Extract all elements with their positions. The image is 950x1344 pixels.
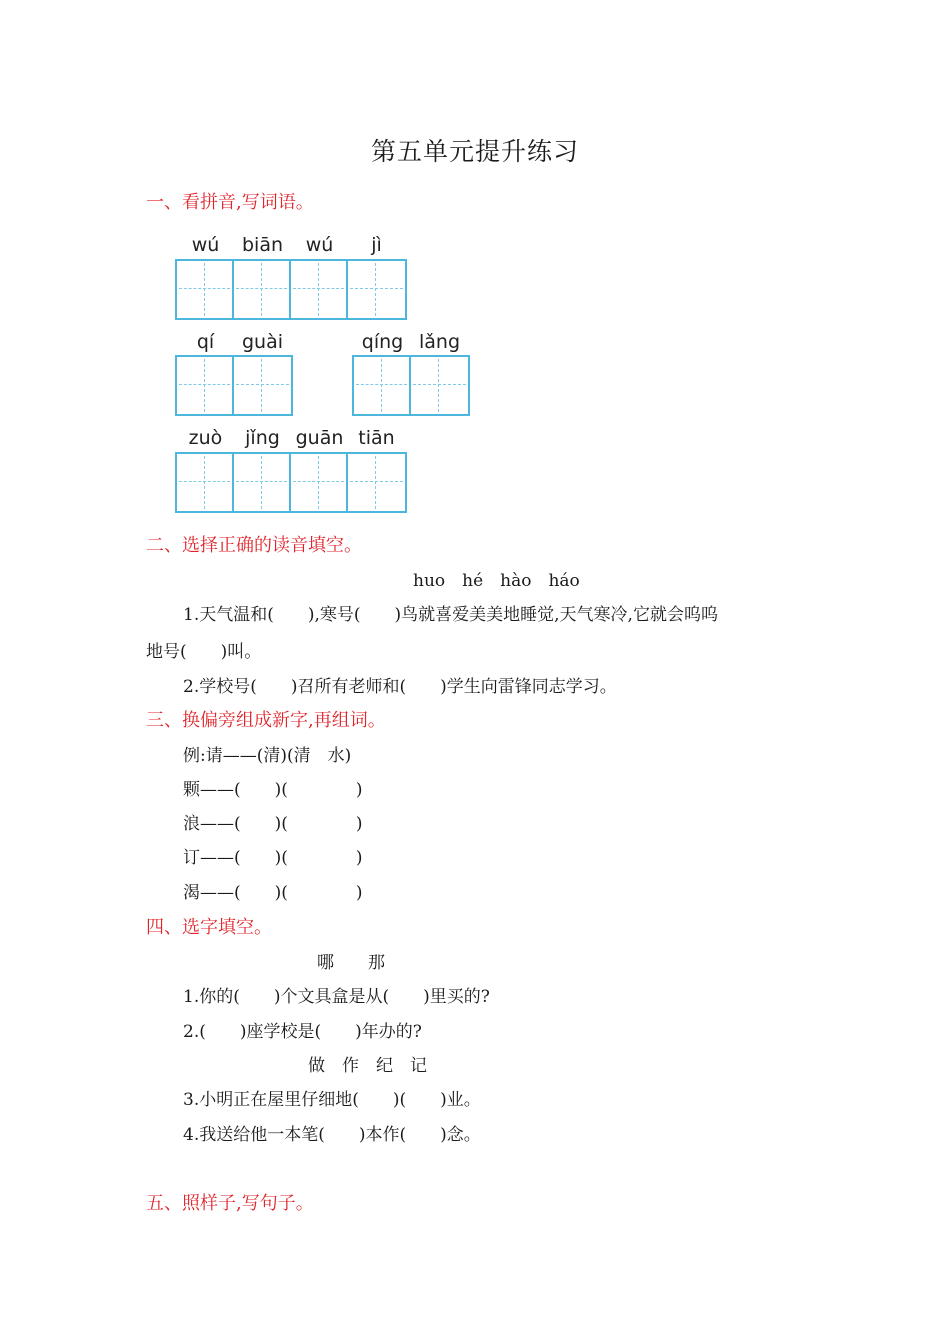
section-2-heading: 二、选择正确的读音填空。 <box>146 535 362 556</box>
pinyin-row-1 <box>177 234 405 256</box>
writing-cell[interactable] <box>234 454 291 511</box>
writing-cell[interactable] <box>234 261 291 318</box>
section-1-heading: 一、看拼音,写词语。 <box>146 192 314 213</box>
pinyin: zuò <box>188 427 223 449</box>
writing-cell[interactable] <box>354 357 411 414</box>
pinyin: guān <box>295 427 344 449</box>
pinyin-row-3 <box>354 331 468 353</box>
pinyin: biān <box>241 234 284 256</box>
question-text: 3.小明正在屋里仔细地( )( )业。 <box>183 1090 481 1110</box>
writing-cell[interactable] <box>348 261 405 318</box>
exercise-item: 浪——( )( ) <box>183 814 363 834</box>
question-text: 1.天气温和( ),寒号( )鸟就喜爱美美地睡觉,天气寒冷,它就会呜呜 <box>183 605 718 625</box>
pinyin: tiān <box>358 427 395 449</box>
exercise-item: 颗——( )( ) <box>183 780 363 800</box>
page-title: 第五单元提升练习 <box>370 137 579 166</box>
section-5-heading: 五、照样子,写句子。 <box>146 1193 314 1214</box>
pinyin: jì <box>371 234 382 256</box>
writing-cell[interactable] <box>177 454 234 511</box>
exercise-item: 订——( )( ) <box>183 848 363 868</box>
pinyin-row-2 <box>177 331 291 353</box>
pronunciation-options: huo hé hào háo <box>413 571 580 591</box>
pinyin: jǐng <box>245 427 280 449</box>
writing-grid-4[interactable] <box>175 452 407 513</box>
pinyin: lǎng <box>418 331 461 353</box>
pinyin: wú <box>191 234 220 256</box>
pinyin: qí <box>196 331 215 353</box>
question-text: 1.你的( )个文具盒是从( )里买的? <box>183 987 490 1007</box>
question-text: 4.我送给他一本笔( )本作( )念。 <box>183 1125 481 1145</box>
writing-cell[interactable] <box>291 261 348 318</box>
writing-grid-3[interactable] <box>352 355 470 416</box>
question-text: 地号( )叫。 <box>146 642 262 662</box>
writing-cell[interactable] <box>234 357 291 414</box>
writing-cell[interactable] <box>291 454 348 511</box>
writing-cell[interactable] <box>411 357 468 414</box>
section-4-heading: 四、选字填空。 <box>146 917 272 938</box>
writing-grid-2[interactable] <box>175 355 293 416</box>
question-text: 2.( )座学校是( )年办的? <box>183 1022 422 1042</box>
question-text: 2.学校号( )召所有老师和( )学生向雷锋同志学习。 <box>183 677 617 697</box>
section-3-heading: 三、换偏旁组成新字,再组词。 <box>146 710 386 731</box>
character-options: 哪 那 <box>317 953 385 973</box>
writing-grid-1[interactable] <box>175 259 407 320</box>
pinyin: wú <box>305 234 334 256</box>
pinyin: guài <box>241 331 284 353</box>
writing-cell[interactable] <box>177 261 234 318</box>
example-text: 例:请——(清)(清 水) <box>183 746 352 766</box>
writing-cell[interactable] <box>177 357 234 414</box>
pinyin-row-4 <box>177 427 405 449</box>
exercise-item: 渴——( )( ) <box>183 883 363 903</box>
writing-cell[interactable] <box>348 454 405 511</box>
pinyin: qíng <box>361 331 404 353</box>
character-options: 做 作 纪 记 <box>308 1056 427 1076</box>
